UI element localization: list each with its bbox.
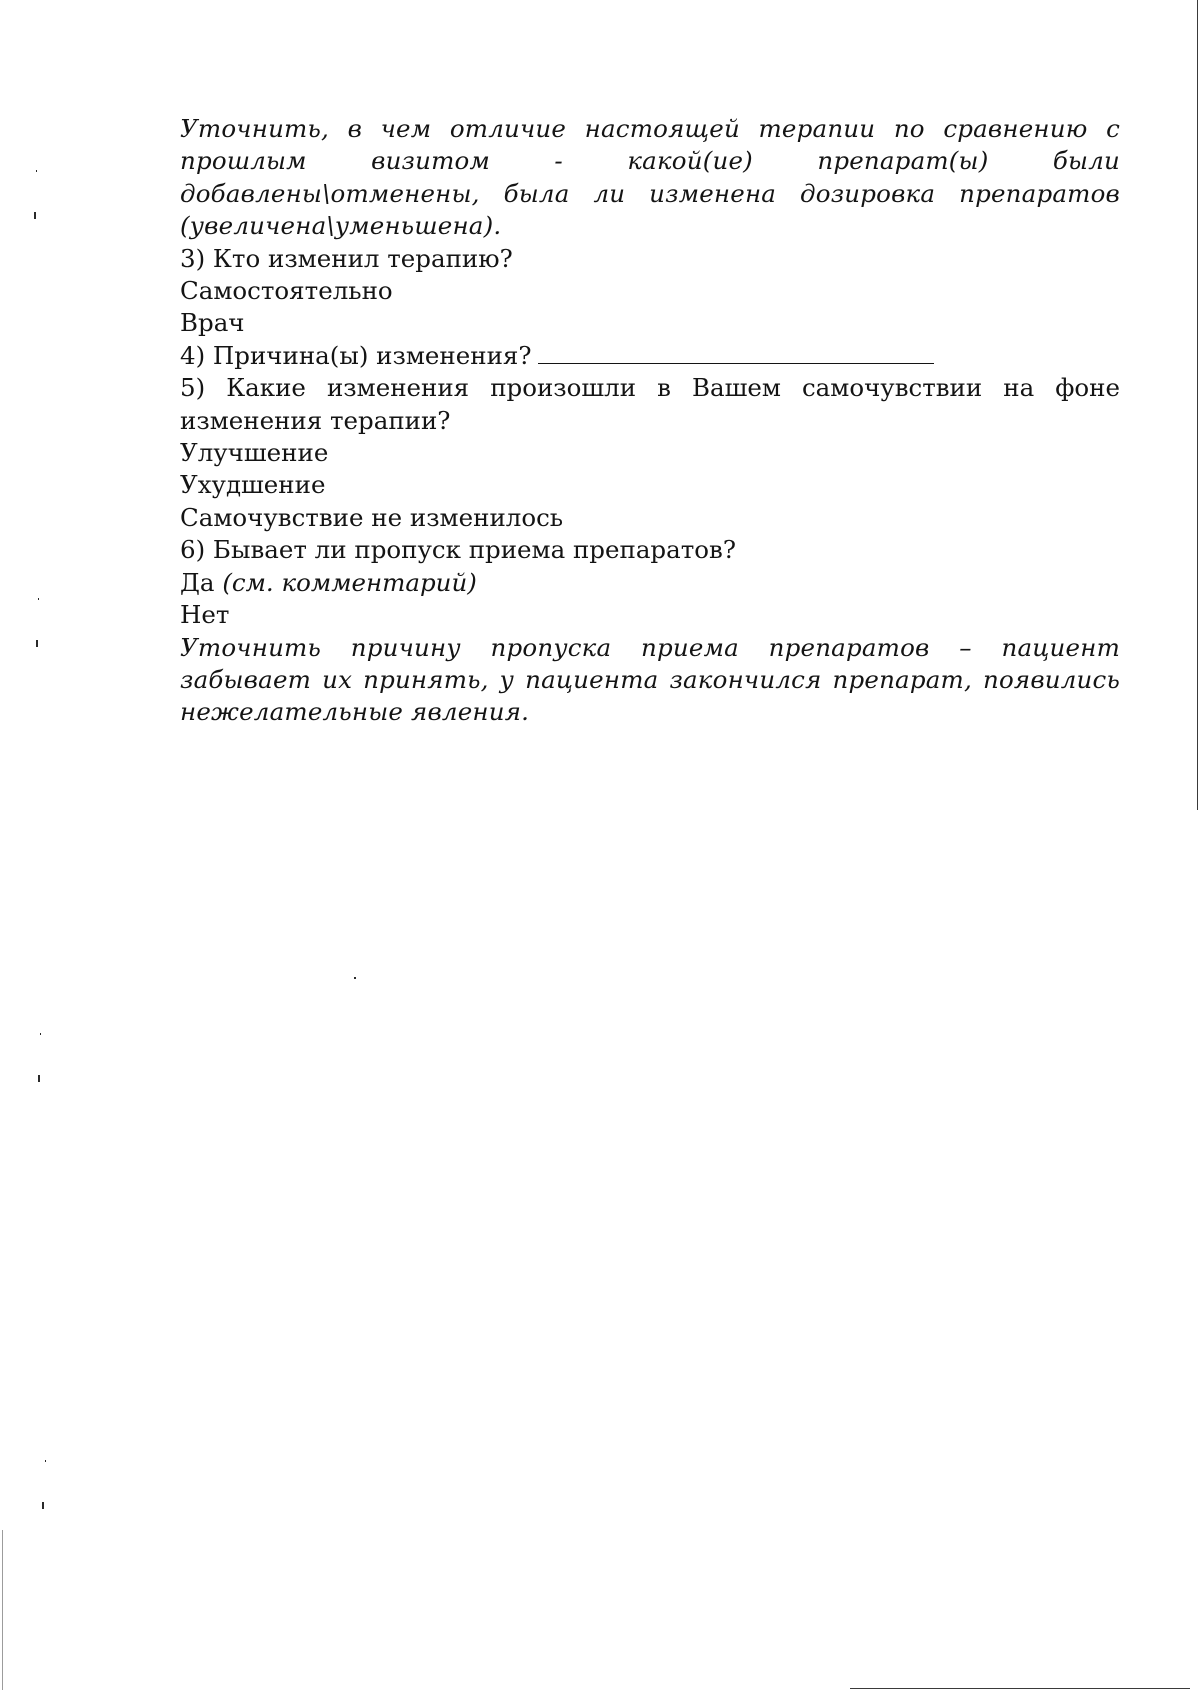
q5-option-unchanged: Самочувствие не изменилось (180, 502, 564, 532)
scan-speck (42, 1502, 44, 1509)
q3-option-self: Самостоятельно (180, 276, 393, 306)
scan-speck (354, 977, 356, 979)
question-3: 3) Кто изменил терапию? (180, 243, 513, 273)
question-4-row (180, 340, 1120, 372)
q6-option-no: Нет (180, 600, 230, 630)
q6-option-yes-row (180, 567, 1120, 599)
question-5: 5) Какие изменения произошли в Вашем самочувствии на фоне изменения терапии? (180, 373, 1120, 435)
q3-option-doctor: Врач (180, 308, 245, 338)
scan-speck (36, 640, 38, 647)
note-therapy-difference: Уточнить, в чем отличие настоящей терапии по сравнению с прошлым визитом - какой(ие) препарат(ы) были добавлены\отменены, была ли изменена дозировка препаратов (увеличена\уменьшена). (180, 114, 1120, 241)
q6-option-yes-note: (см. комментарий) (222, 567, 477, 597)
q4-answer-blank (538, 341, 934, 364)
scan-edge-right (1197, 0, 1198, 810)
scan-speck (38, 1075, 40, 1082)
q5-option-better: Улучшение (180, 438, 329, 468)
scan-speck (36, 170, 37, 172)
scan-edge-left (2, 1530, 3, 1690)
scan-edge-bottom (850, 1688, 1190, 1689)
q5-option-worse: Ухудшение (180, 470, 326, 500)
question-6: 6) Бывает ли пропуск приема препаратов? (180, 535, 736, 565)
scan-speck (34, 212, 36, 219)
scan-speck (45, 1460, 46, 1462)
questionnaire-content (180, 113, 1120, 729)
q6-option-yes: Да (180, 567, 215, 597)
scan-speck (40, 1033, 41, 1035)
note-skip-reason: Уточнить причину пропуска приема препаратов – пациент забывает их принять, у пациента закончился препарат, появились нежелательные явления. (180, 632, 1120, 727)
question-4: 4) Причина(ы) изменения? (180, 340, 532, 370)
scan-speck (38, 598, 39, 600)
